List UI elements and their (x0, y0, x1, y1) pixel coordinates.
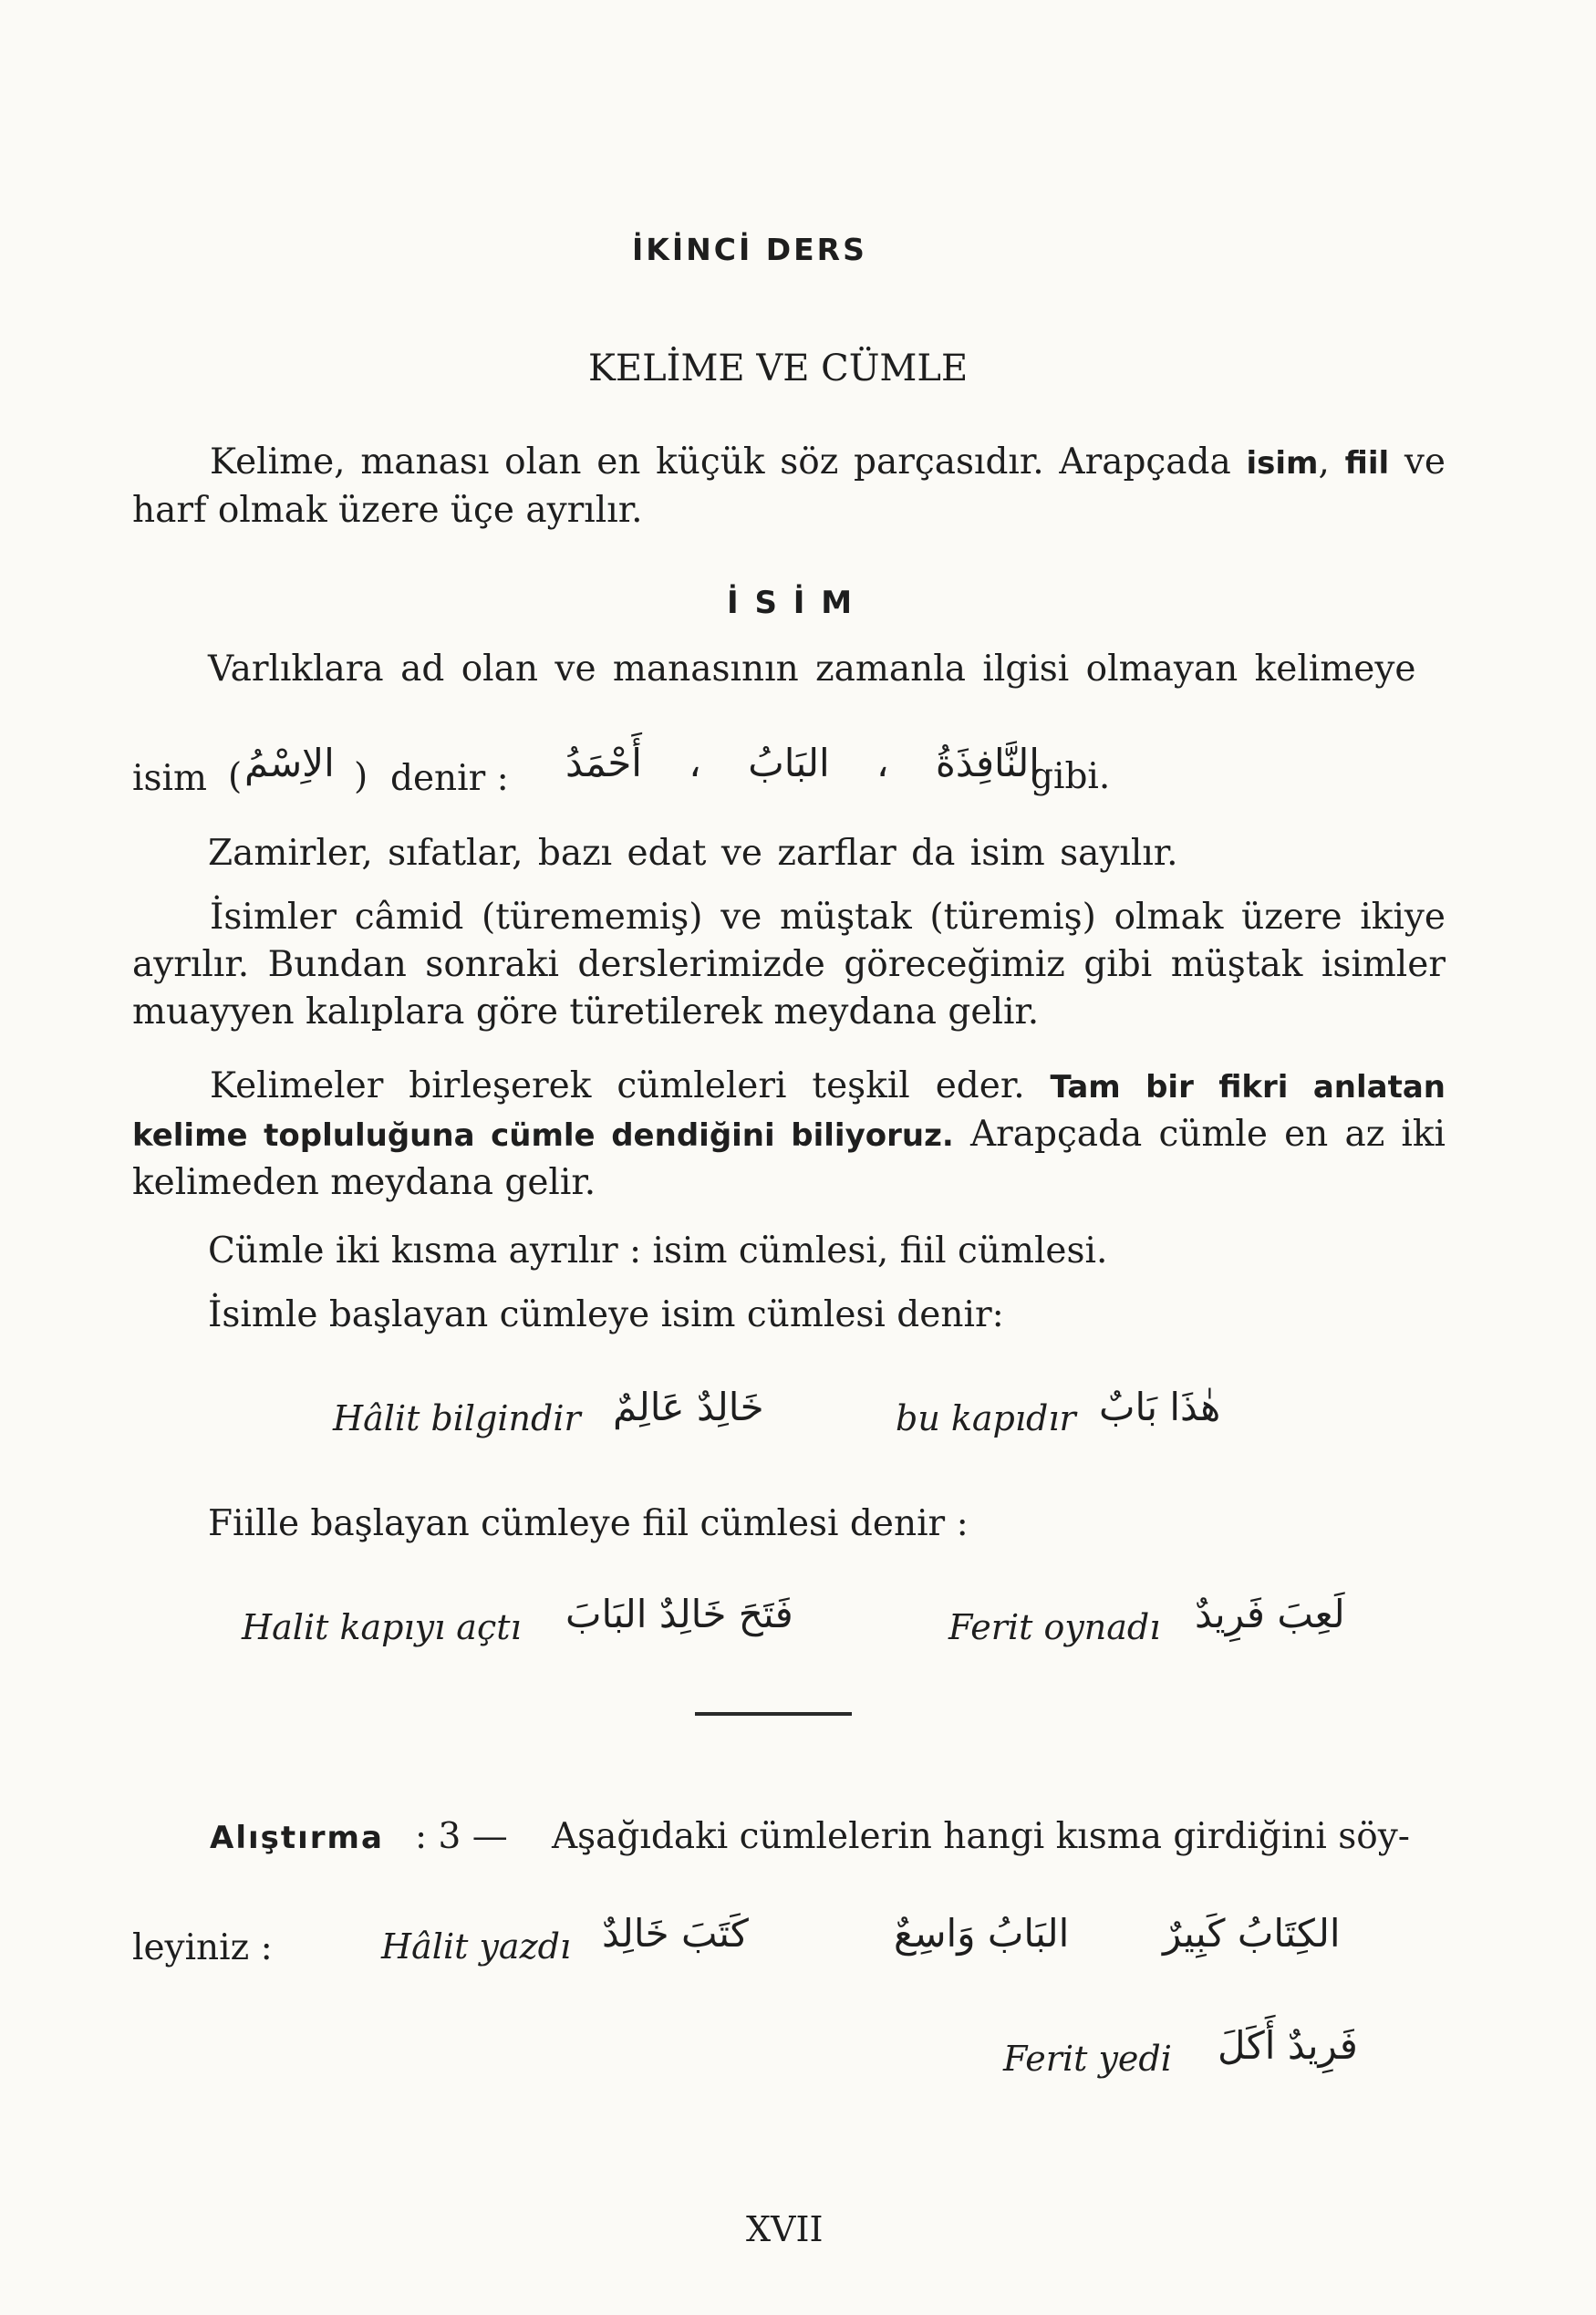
fiil-example-2-ar: لَعِبَ فَرِيدٌ (1195, 1592, 1345, 1636)
kelimeler-text-1: Kelimeler birleşerek cümleleri teşkil eder. (210, 1065, 1051, 1106)
arabic-separator: ، (876, 741, 889, 785)
isim-gibi: gibi. (1031, 756, 1111, 797)
exercise-continuation: leyiniz : (132, 1927, 273, 1968)
arabic-separator: ، (689, 741, 701, 785)
cumle-iki-line: Cümle iki kısma ayrılır : isim cümlesi, fiil cümlesi. (208, 1230, 1108, 1272)
isim-examples-arabic (565, 741, 1040, 785)
isim-heading: İ S İ M (727, 585, 855, 621)
isimler-text: İsimler câmid (türememiş) ve müştak (türemiş) olmak üzere ikiye ayrılır. Bundan sonraki derslerimizde göreceğimiz gibi müştak isimler muayyen kalıplara göre türetilerek meydana gelir. (132, 897, 1446, 1033)
intro-text-2: ve harf olmak üzere üçe ayrılır. (132, 441, 1446, 531)
isim-word: isim (132, 758, 207, 799)
kelimeler-bold: Tam bir fikri anlatan kelime topluluğuna cümle dendiğini biliyoruz. (132, 1069, 1446, 1154)
exercise-item-4-tr: Ferit yedi (1003, 2039, 1172, 2079)
exercise-item-1-tr: Hâlit yazdı (381, 1926, 572, 1967)
intro-isim: isim (1246, 445, 1319, 482)
fiil-example-2-tr: Ferit oynadı (948, 1607, 1161, 1647)
arabic-example: أَحْمَدُ (565, 741, 642, 785)
intro-comma: , (1318, 441, 1345, 483)
arabic-example: النَّافِذَةُ (935, 741, 1040, 785)
intro-text-1: Kelime, manası olan en küçük söz parçasıdır. Arapçada (210, 441, 1247, 483)
kelimeler-paragraph (132, 1063, 1446, 1207)
isimle-line: İsimle başlayan cümleye isim cümlesi denir: (208, 1294, 1004, 1335)
arabic-example: البَابُ (748, 741, 830, 785)
section-divider (695, 1712, 852, 1716)
isimler-paragraph (132, 894, 1446, 1036)
fiil-example-1-tr: Halit kapıyı açtı (242, 1607, 522, 1647)
exercise-item-3-ar: الكِتَابُ كَبِيرٌ (1163, 1911, 1341, 1956)
exercise-item-1-ar: كَتَبَ خَالِدٌ (602, 1911, 749, 1956)
exercise-text: Aşağıdaki cümlelerin hangi kısma girdiğini söy- (552, 1816, 1410, 1857)
exercise-label: Alıştırma (210, 1820, 384, 1856)
isim-arabic-term: الاِسْمُ (244, 741, 335, 785)
zamirler-line: Zamirler, sıfatlar, bazı edat ve zarflar da isim sayılır. (208, 833, 1178, 874)
exercise-item-2-ar: البَابُ وَاسِعٌ (894, 1911, 1070, 1956)
exercise-item-4-ar: فَرِيدٌ أَكَلَ (1218, 2023, 1358, 2068)
isim-definition: Varlıklara ad olan ve manasının zamanla ilgisi olmayan kelimeye (208, 649, 1416, 690)
intro-fiil: fiil (1344, 445, 1390, 482)
isim-example-1-tr: Hâlit bilgindir (333, 1398, 581, 1438)
fiil-example-1-ar: فَتَحَ خَالِدٌ البَابَ (565, 1592, 793, 1636)
page-number: XVII (746, 2209, 824, 2249)
lesson-title: KELİME VE CÜMLE (588, 348, 969, 389)
isim-denir: denir : (390, 758, 509, 799)
isim-example-2-tr: bu kapıdır (896, 1398, 1076, 1438)
isim-open-paren: ( (228, 756, 243, 797)
lesson-heading: İKİNCİ DERS (632, 232, 867, 267)
kelimeler-text-2: Arapçada cümle en az iki kelimeden meydana gelir. (132, 1114, 1446, 1203)
isim-example-1-ar: خَالِدٌ عَالِمٌ (613, 1385, 764, 1429)
isim-example-2-ar: هٰذَا بَابٌ (1099, 1385, 1221, 1429)
intro-paragraph (132, 439, 1446, 535)
isim-close-paren: ) (354, 756, 368, 797)
exercise-number: : 3 — (415, 1816, 508, 1857)
fiille-line: Fiille başlayan cümleye fiil cümlesi denir : (208, 1503, 969, 1544)
